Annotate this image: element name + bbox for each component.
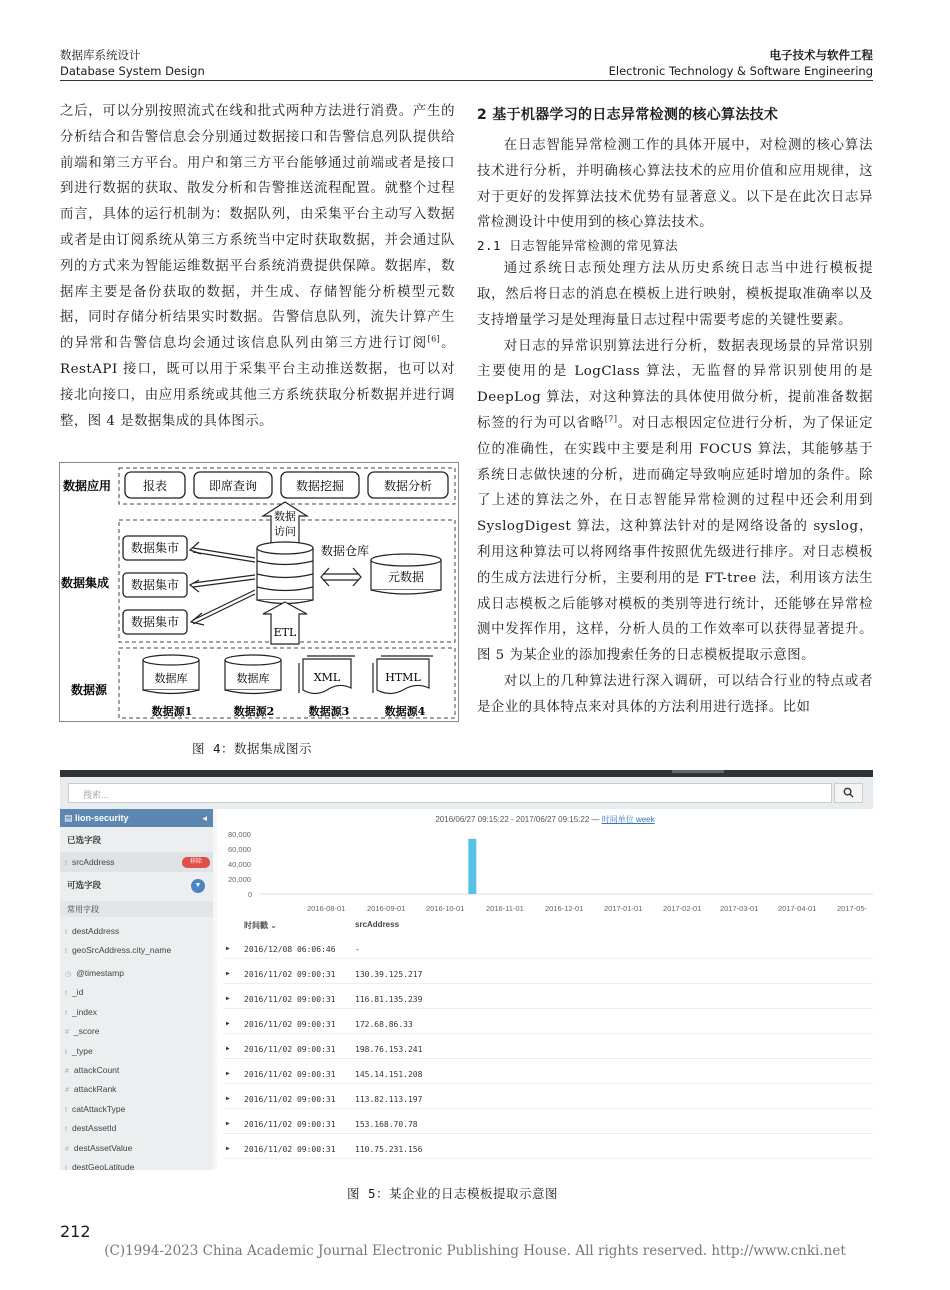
common-fields-title: 常用字段 bbox=[67, 905, 99, 914]
app-data-mining: 数据挖掘 bbox=[295, 479, 345, 493]
row-divider bbox=[223, 1158, 873, 1159]
source-db-label: 数据库 bbox=[236, 672, 270, 685]
copyright-footer: (C)1994-2023 China Academic Journal Electronic Publishing House. All rights reserved. http://www.cnki.net bbox=[104, 1243, 846, 1259]
field-type-icon: t bbox=[65, 990, 67, 998]
app-adhoc-query: 即席查询 bbox=[208, 479, 258, 493]
y-tick: 40,000 bbox=[228, 860, 251, 869]
app-top-bar bbox=[60, 770, 873, 777]
field-item[interactable]: t _index bbox=[65, 1006, 98, 1017]
running-header-left bbox=[60, 47, 205, 79]
x-tick: 2016-09-01 bbox=[367, 904, 406, 913]
collapse-icon[interactable]: ◂ bbox=[202, 813, 207, 823]
expand-caret-icon[interactable]: ▶ bbox=[226, 1020, 230, 1027]
expand-caret-icon[interactable]: ▶ bbox=[226, 995, 230, 1002]
field-sidebar bbox=[60, 809, 213, 1170]
x-tick: 2017-05- bbox=[837, 904, 868, 913]
selected-field[interactable]: t srcAddress bbox=[65, 857, 115, 867]
field-item[interactable]: t destGeoLatitude bbox=[65, 1162, 135, 1170]
table-row[interactable] bbox=[223, 1120, 873, 1145]
top-bar-tab bbox=[672, 770, 724, 773]
table-row[interactable] bbox=[223, 1020, 873, 1045]
search-button[interactable] bbox=[834, 783, 863, 803]
row-divider bbox=[223, 1133, 873, 1134]
data-access-label-2: 访问 bbox=[274, 525, 296, 538]
source-label-1: 数据源1 bbox=[151, 705, 193, 718]
column-header-time[interactable]: 时间戳 ⌄ bbox=[244, 921, 277, 930]
field-item[interactable]: t _type bbox=[65, 1045, 93, 1056]
field-type-icon: t bbox=[65, 1009, 67, 1017]
para-selection: 对以上的几种算法进行深入调研，可以结合行业的特点或者是企业的具体特点来对具体的方法利用进行选择。比如 bbox=[477, 673, 873, 715]
mart-label: 数据集市 bbox=[130, 615, 180, 629]
figure-5-screenshot bbox=[60, 770, 873, 1170]
expand-caret-icon[interactable]: ▶ bbox=[226, 970, 230, 977]
field-type-icon: t bbox=[65, 1106, 67, 1114]
row-src-address: 110.75.231.156 bbox=[355, 1145, 423, 1154]
row-timestamp: 2016/11/02 09:00:31 bbox=[244, 1145, 336, 1154]
time-range: 2016/06/27 09:15:22 - 2017/06/27 09:15:22 — 时间单位 week bbox=[435, 815, 655, 824]
app-report: 报表 bbox=[142, 479, 168, 493]
data-access-label-1: 数据 bbox=[274, 510, 296, 523]
y-tick: 20,000 bbox=[228, 875, 251, 884]
row-timestamp: 2016/11/02 09:00:31 bbox=[244, 1020, 336, 1029]
field-item[interactable]: # _score bbox=[65, 1026, 100, 1037]
row-divider bbox=[223, 958, 873, 959]
row-src-address: 130.39.125.217 bbox=[355, 970, 423, 979]
section-heading-2: 2 基于机器学习的日志异常检测的核心算法技术 bbox=[477, 107, 779, 123]
row-divider bbox=[223, 1108, 873, 1109]
section-2-intro: 在日志智能异常检测工作的具体开展中，对检测的核心算法技术进行分析，并明确核心算法技术的应用价值和应用规律，这对于更好的发挥算法技术优势有显著意义。以下是在此次日志异常检测设计中使用到的核心算法技术。 bbox=[477, 138, 873, 231]
row-timestamp: 2016/11/02 09:00:31 bbox=[244, 970, 336, 979]
y-tick: 0 bbox=[248, 890, 253, 899]
index-name: lion-security bbox=[75, 813, 129, 823]
field-item[interactable]: t catAttackType bbox=[65, 1103, 126, 1114]
field-item[interactable]: # attackCount bbox=[65, 1065, 120, 1075]
row-divider bbox=[223, 1058, 873, 1059]
layer-label-integration: 数据集成 bbox=[61, 576, 110, 590]
header-rule bbox=[60, 80, 873, 81]
warehouse-label: 数据仓库 bbox=[321, 544, 370, 558]
table-row[interactable] bbox=[223, 1145, 873, 1170]
index-selector[interactable] bbox=[60, 809, 213, 827]
row-timestamp: 2016/11/02 09:00:31 bbox=[244, 1045, 336, 1054]
field-type-icon: # bbox=[65, 1068, 69, 1075]
field-item[interactable]: t destAddress bbox=[65, 926, 120, 936]
x-tick: 2017-01-01 bbox=[604, 904, 643, 913]
field-type-icon: t bbox=[65, 1165, 67, 1170]
field-type-icon: # bbox=[65, 1145, 69, 1153]
row-src-address: 172.68.86.33 bbox=[355, 1020, 413, 1029]
source-label-2: 数据源2 bbox=[233, 705, 275, 718]
mart-label: 数据集市 bbox=[130, 578, 180, 592]
row-src-address: 145.14.151.208 bbox=[355, 1070, 423, 1079]
row-src-address: 198.76.153.241 bbox=[355, 1045, 423, 1054]
y-tick: 80,000 bbox=[228, 830, 251, 839]
table-row[interactable] bbox=[223, 1095, 873, 1120]
expand-caret-icon[interactable]: ▶ bbox=[226, 1070, 230, 1077]
selected-fields-title: 已选字段 bbox=[67, 835, 102, 845]
y-tick: 60,000 bbox=[228, 845, 251, 854]
index-icon: ▤ bbox=[64, 813, 76, 823]
field-item[interactable]: # attackRank bbox=[65, 1084, 117, 1095]
field-type-icon: t bbox=[65, 1048, 67, 1056]
histogram bbox=[260, 828, 873, 902]
x-tick: 2016-10-01 bbox=[426, 904, 465, 913]
column-header-src[interactable]: srcAddress bbox=[355, 920, 400, 929]
sidebar-divider bbox=[213, 809, 217, 1170]
left-column bbox=[60, 99, 455, 434]
journal-name-en: Electronic Technology & Software Engineering bbox=[608, 64, 873, 78]
layer-label-source: 数据源 bbox=[71, 683, 108, 697]
row-timestamp: 2016/12/08 06:06:46 bbox=[244, 945, 336, 954]
row-src-address: 116.81.135.239 bbox=[355, 995, 423, 1004]
x-tick: 2016-12-01 bbox=[545, 904, 584, 913]
journal-section-en: Database System Design bbox=[60, 64, 205, 78]
field-item[interactable]: ◷ @timestamp bbox=[65, 968, 124, 978]
row-timestamp: 2016/11/02 09:00:31 bbox=[244, 1095, 336, 1104]
row-timestamp: 2016/11/02 09:00:31 bbox=[244, 1070, 336, 1079]
search-icon bbox=[843, 787, 854, 798]
available-fields-title: 可选字段 bbox=[67, 880, 102, 890]
x-tick: 2017-02-01 bbox=[663, 904, 702, 913]
app-data-analysis: 数据分析 bbox=[383, 479, 433, 493]
para-template-extraction: 通过系统日志预处理方法从历史系统日志当中进行模板提取，然后将日志的消息在模板上进行映射，模板提取准确率以及支持增量学习是处理海量日志过程中需要考虑的关键性要素。 bbox=[477, 261, 873, 328]
mart-label: 数据集市 bbox=[130, 541, 180, 555]
row-divider bbox=[223, 1083, 873, 1084]
x-tick: 2016-08-01 bbox=[307, 904, 346, 913]
citation-6: [6] bbox=[427, 334, 441, 344]
expand-caret-icon[interactable]: ▶ bbox=[226, 1045, 230, 1052]
filter-icon[interactable]: ▼ bbox=[191, 879, 205, 893]
x-tick: 2017-03-01 bbox=[720, 904, 759, 913]
row-src-address: 153.168.70.78 bbox=[355, 1120, 418, 1129]
field-type-icon: # bbox=[65, 1029, 69, 1037]
left-paragraph: 之后，可以分别按照流式在线和批式两种方法进行消费。产生的分析结合和告警信息会分别通过数据接口和告警信息列队提供给前端和第三方平台。用户和第三方平台能够通过前端或者是接口到进行数据的获取、散发分析和告警推送流程配置。就整个过程而言，具体的运行机制为：数据队列，由采集平台主动写入数据或者是由订阅系统从第三方系统当中定时获取数据，并会通过队列的方式来为智能运维数据平台系统消费提供保障。数据库，数据库主要是备份获取的数据，并生成、存储智能分析模型元数据，同时存储分析结果实时数据。告警信息队列，流失计算产生的异常和告警信息均会通过该信息队列由第三方进行订阅[6]。RestAPI 接口，既可以用于采集平台主动推送数据，也可以对接北向接口，由应用系统或其他三方系统获取分析数据并进行调整，图 4 是数据集成的具体图示。 bbox=[60, 104, 456, 429]
row-divider bbox=[223, 1008, 873, 1009]
journal-name-cn: 电子技术与软件工程 bbox=[769, 48, 873, 62]
field-item[interactable]: t destAssetId bbox=[65, 1123, 117, 1134]
metadata-label: 元数据 bbox=[387, 570, 425, 584]
figure-4-caption: 图 4：数据集成图示 bbox=[192, 741, 313, 756]
x-tick: 2017-04-01 bbox=[778, 904, 817, 913]
row-src-address: 113.82.113.197 bbox=[355, 1095, 423, 1104]
histogram-bar[interactable] bbox=[468, 839, 476, 894]
search-input[interactable]: 搜索... bbox=[68, 783, 832, 803]
journal-section-cn: 数据库系统设计 bbox=[60, 48, 141, 62]
etl-label: ETL bbox=[273, 626, 297, 639]
figure-4-data-integration bbox=[59, 462, 459, 722]
field-item[interactable]: t _id bbox=[65, 987, 84, 998]
x-tick: 2016-11-01 bbox=[486, 904, 524, 913]
field-type-icon: ◷ bbox=[65, 971, 72, 978]
source-html-label: HTML bbox=[385, 671, 421, 684]
field-item[interactable]: t geoSrcAddress.city_name bbox=[65, 945, 172, 955]
expand-caret-icon[interactable]: ▶ bbox=[226, 1095, 230, 1102]
table-row[interactable] bbox=[223, 970, 873, 995]
subsection-heading-2-1: 2.1 日志智能异常检测的常见算法 bbox=[477, 238, 679, 254]
app-boxes bbox=[125, 472, 448, 498]
layer-label-app: 数据应用 bbox=[63, 479, 112, 493]
source-db-label: 数据库 bbox=[154, 672, 188, 685]
row-divider bbox=[223, 1033, 873, 1034]
right-column bbox=[477, 103, 873, 721]
para-anomaly-algorithms: 对日志的异常识别算法进行分析，数据表现场景的异常识别主要使用的是 LogClass 算法，无监督的异常识别使用的是 DeepLog 算法，对这种算法的具体使用做分析，提前准备数据标签的行为可以省略[7]。对日志根因定位进行分析，为了保证定位的准确性，在实践中主要是利用 FOCUS 算法，其能够基于系统日志做快速的分析，进而确定导致响应延时增加的条件。除了上述的算法之外，在日志智能异常检测的过程中还会利用到 SyslogDigest 算法，这种算法针对的是网络设备的 syslog，利用这种算法可以将网络事件按照优先级进行排序。对日志模板的生成方法进行分析，主要利用的是 FT-tree 法，利用该方法生成日志模板之后能够对模板的类别等进行统计，还能够在异常检测中发挥作用，这样，分析人员的工作效率可以获得显著提升。图 5 为某企业的添加搜索任务的日志模板提取示意图。 bbox=[477, 338, 873, 664]
row-divider bbox=[223, 983, 873, 984]
field-type-icon: # bbox=[65, 1087, 69, 1095]
remove-field-button[interactable]: 移除 bbox=[182, 857, 210, 868]
citation-7: [7] bbox=[604, 414, 618, 424]
field-type-icon: t bbox=[65, 1126, 67, 1134]
row-timestamp: 2016/11/02 09:00:31 bbox=[244, 995, 336, 1004]
expand-caret-icon[interactable]: ▶ bbox=[226, 945, 230, 952]
expand-caret-icon[interactable]: ▶ bbox=[226, 1120, 230, 1127]
data-warehouse-cylinder bbox=[257, 542, 313, 604]
source-label-4: 数据源4 bbox=[384, 705, 426, 718]
source-xml-label: XML bbox=[313, 671, 341, 684]
table-row[interactable] bbox=[223, 1070, 873, 1095]
field-item[interactable]: # destAssetValue bbox=[65, 1142, 133, 1153]
row-timestamp: 2016/11/02 09:00:31 bbox=[244, 1120, 336, 1129]
row-src-address: - bbox=[355, 945, 360, 954]
running-header-right bbox=[609, 47, 873, 79]
table-row[interactable] bbox=[223, 995, 873, 1020]
page-number: 212 bbox=[60, 1222, 91, 1241]
table-row[interactable] bbox=[223, 1045, 873, 1070]
table-row[interactable] bbox=[223, 945, 873, 970]
source-label-3: 数据源3 bbox=[308, 705, 350, 718]
data-marts bbox=[123, 536, 187, 634]
expand-caret-icon[interactable]: ▶ bbox=[226, 1145, 230, 1152]
time-unit-link[interactable]: 时间单位 week bbox=[601, 815, 655, 824]
figure-5-caption: 图 5：某企业的日志模板提取示意图 bbox=[347, 1186, 559, 1201]
search-row bbox=[60, 777, 873, 809]
